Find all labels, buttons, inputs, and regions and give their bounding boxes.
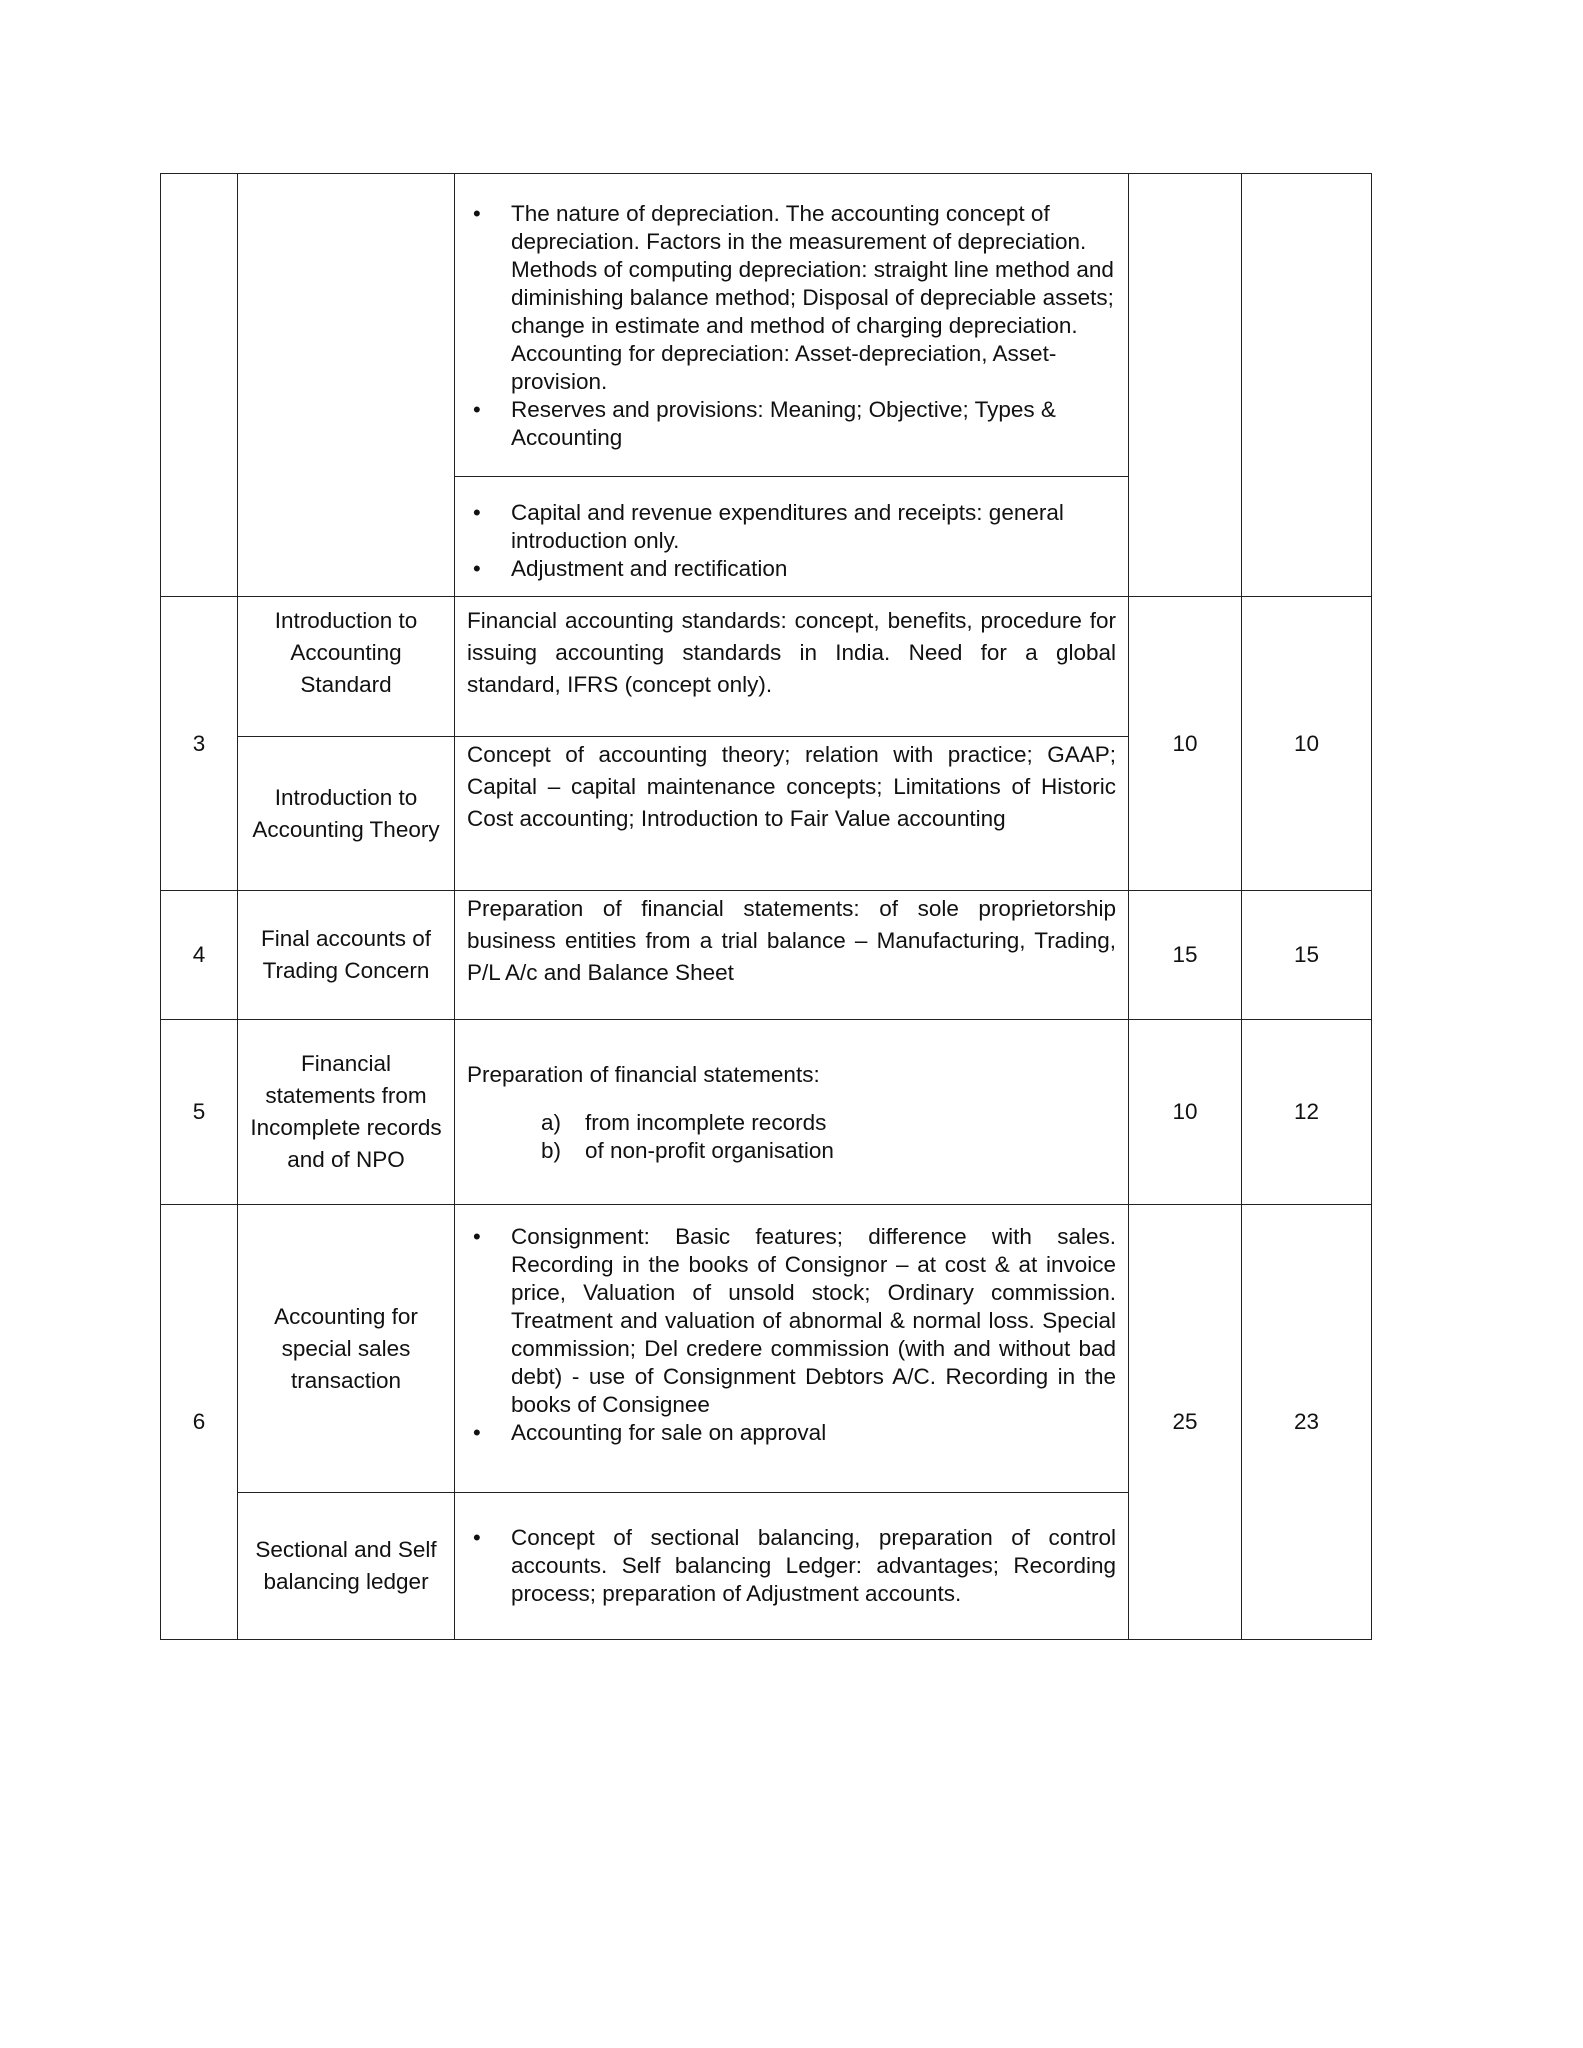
topic-title: Accounting for special sales transaction [238,1205,455,1493]
content-cell [455,1205,1129,1493]
item-label: a) [541,1110,562,1135]
list-item: • Accounting for sale on approval [467,1419,1116,1447]
content-text: Concept of accounting theory; relation with practice; GAAP; Capital – capital maintenance concepts; Limitations of Historic Cost accounting; Introduction to Fair Value accounting [455,737,1129,891]
hours-cell [1129,174,1242,597]
content-text: Preparation of financial statements: [467,1062,820,1087]
topic-title: Financial statements from Incomplete records and of NPO [238,1020,455,1205]
unit-number: 4 [161,891,238,1020]
list-item: • Consignment: Basic features; difference with sales. Recording in the books of Consignor – at cost & at invoice price, Valuation of unsold stock; Ordinary commission. Treatment and valuation of abnormal & normal loss. Special commission; Del credere commission (with and without bad debt) - use of Consignment Debtors A/C. Recording in the books of Consignee [467,1223,1116,1419]
unit-cell [161,174,238,597]
topic-title: Sectional and Self balancing ledger [238,1493,455,1640]
table-row [161,1020,1372,1205]
list-item [455,1137,1128,1165]
marks-value: 12 [1242,1020,1372,1205]
list-item: • Concept of sectional balancing, preparation of control accounts. Self balancing Ledger: advantages; Recording process; preparation of Adjustment accounts. [467,1524,1116,1608]
unit-number: 5 [161,1020,238,1205]
marks-value: 10 [1242,597,1372,891]
content-cell [455,174,1129,477]
table-row [161,597,1372,737]
hours-value: 10 [1129,1020,1242,1205]
list-item: • The nature of depreciation. The accounting concept of depreciation. Factors in the measurement of depreciation. Methods of computing depreciation: straight line method and diminishing balance method; Disposal of depreciable assets; change in estimate and method of charging depreciation. Accounting for depreciation: Asset-depreciation, Asset-provision. [467,200,1116,396]
hours-value: 10 [1129,597,1242,891]
item-text: from incomplete records [585,1110,827,1135]
topic-title: Introduction to Accounting Theory [238,737,455,891]
unit-number: 6 [161,1205,238,1640]
hours-value: 25 [1129,1205,1242,1640]
content-cell [455,477,1129,597]
topic-title: Introduction to Accounting Standard [238,597,455,737]
topic-title: Final accounts of Trading Concern [238,891,455,1020]
unit-number: 3 [161,597,238,891]
list-item: • Adjustment and rectification [467,555,1116,583]
topic-cell [238,174,455,597]
content-cell [455,1020,1129,1205]
marks-value: 15 [1242,891,1372,1020]
list-item: • Reserves and provisions: Meaning; Objective; Types & Accounting [467,396,1116,452]
table-row [161,174,1372,477]
table-row [161,1205,1372,1493]
hours-value: 15 [1129,891,1242,1020]
content-text: Preparation of financial statements: of sole proprietorship business entities from a trial balance – Manufacturing, Trading, P/L A/c and Balance Sheet [455,891,1129,1020]
marks-value: 23 [1242,1205,1372,1640]
item-label: b) [541,1138,562,1163]
list-item: • Capital and revenue expenditures and receipts: general introduction only. [467,499,1116,555]
marks-cell [1242,174,1372,597]
content-cell [455,1493,1129,1640]
item-text: of non-profit organisation [585,1138,834,1163]
table-row [161,891,1372,1020]
syllabus-table [160,173,1372,1640]
list-item [455,1109,1128,1137]
content-text: Financial accounting standards: concept, benefits, procedure for issuing accounting standards in India. Need for a global standard, IFRS (concept only). [455,597,1129,737]
